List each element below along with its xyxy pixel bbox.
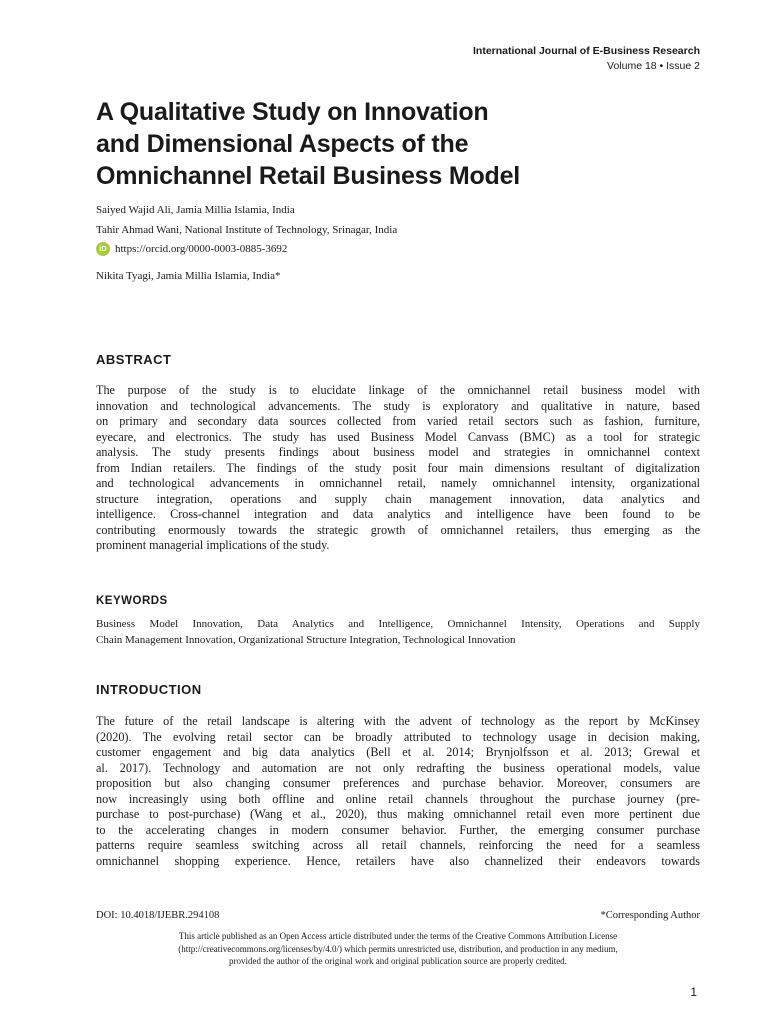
license-notice (96, 930, 700, 968)
abstract-body (96, 383, 700, 554)
abstract-line: intelligence. Cross-channel integration and data analytics and intelligence have been found to be (96, 507, 700, 522)
abstract-line: prominent managerial implications of the study. (96, 538, 330, 553)
abstract-line: from Indian retailers. The findings of the study posit four main dimensions resultant of digitalization (96, 460, 700, 475)
orcid-link[interactable]: https://orcid.org/0000-0003-0885-3692 (115, 243, 288, 255)
license-line: provided the author of the original work and original publication source are properly credited. (229, 956, 567, 966)
keywords-body (96, 617, 700, 648)
keywords-line: Chain Management Innovation, Organizational Structure Integration, Technological Innovation (96, 633, 516, 646)
abstract-line: contributing enormously towards the strategic growth of omnichannel retailers, thus emerging as the (96, 522, 700, 537)
keywords-heading: KEYWORDS (96, 595, 168, 607)
intro-line: purchase to post-purchase) (Wang et al., 2020), thus making omnichannel retail even more pertinent due (96, 807, 700, 822)
abstract-line: innovation and technological advancements. The study is exploratory and qualitative in nature, based (96, 398, 700, 413)
intro-line: proposition but also changing consumer preferences and purchase behavior. Moreover, consumers are (96, 776, 700, 791)
abstract-line: The purpose of the study is to elucidate linkage of the omnichannel retail business model with (96, 383, 700, 397)
author-3: Nikita Tyagi, Jamia Millia Islamia, India* (96, 270, 281, 282)
intro-line: The future of the retail landscape is altering with the advent of technology as the report by McKinsey (96, 714, 700, 728)
intro-line: customer engagement and big data analytics (Bell et al. 2014; Brynjolfsson et al. 2013; Grewal et (96, 745, 700, 760)
license-line: (http://creativecommons.org/licenses/by/4.0/) which permits unrestricted use, distribution, and production in any medium, (178, 943, 618, 954)
volume-issue: Volume 18 • Issue 2 (607, 60, 700, 72)
introduction-body (96, 714, 700, 869)
intro-line: (2020). The evolving retail sector can be broadly attributed to technology usage in decision making, (96, 729, 700, 744)
running-header (473, 44, 700, 74)
intro-line: omnichannel shopping experience. Hence, retailers have also channelized their endeavors towards (96, 853, 700, 868)
abstract-line: analysis. The study presents findings about business model and strategies in omnichannel context (96, 445, 700, 460)
author-2: Tahir Ahmad Wani, National Institute of Technology, Srinagar, India (96, 224, 398, 236)
author-1: Saiyed Wajid Ali, Jamia Millia Islamia, India (96, 204, 295, 216)
orcid-icon: iD (96, 242, 110, 256)
abstract-line: eyecare, and electronics. The study has used Business Model Canvass (BMC) as a tool for strategic (96, 429, 700, 444)
intro-line: patterns require seamless switching across all retail channels, reinforcing the need for a seamless (96, 838, 700, 853)
abstract-line: structure integration, operations and supply chain management innovation, data analytics and (96, 491, 700, 506)
keywords-line: Business Model Innovation, Data Analytics and Intelligence, Omnichannel Intensity, Operations and Supply (96, 618, 700, 630)
title-line: and Dimensional Aspects of the (96, 130, 469, 158)
corresponding-author-note: *Corresponding Author (600, 910, 700, 921)
doi: DOI: 10.4018/IJEBR.294108 (96, 910, 220, 921)
license-line: This article published as an Open Access article distributed under the terms of the Creative Commons Attribution License (178, 931, 618, 941)
paper-title (96, 96, 696, 192)
title-line: Omnichannel Retail Business Model (96, 162, 521, 190)
journal-name: International Journal of E-Business Research (473, 45, 700, 57)
abstract-line: on primary and secondary data sources collected from varied retail sectors such as fashion, furniture, (96, 414, 700, 429)
intro-line: al. 2017). Technology and automation are not only redrafting the business operational models, value (96, 760, 700, 775)
title-line: A Qualitative Study on Innovation (96, 98, 489, 126)
orcid-row (96, 242, 287, 256)
abstract-heading: ABSTRACT (96, 352, 172, 367)
intro-line: to the accelerating changes in modern consumer behavior. Further, the emerging consumer purchase (96, 822, 700, 837)
introduction-heading: INTRODUCTION (96, 682, 202, 697)
intro-line: now increasingly using both offline and online retail channels throughout the purchase journey (pre- (96, 791, 700, 806)
abstract-line: and technological advancements in omnichannel retail, namely omnichannel intensity, organizational (96, 476, 700, 491)
page-number: 1 (690, 985, 697, 999)
